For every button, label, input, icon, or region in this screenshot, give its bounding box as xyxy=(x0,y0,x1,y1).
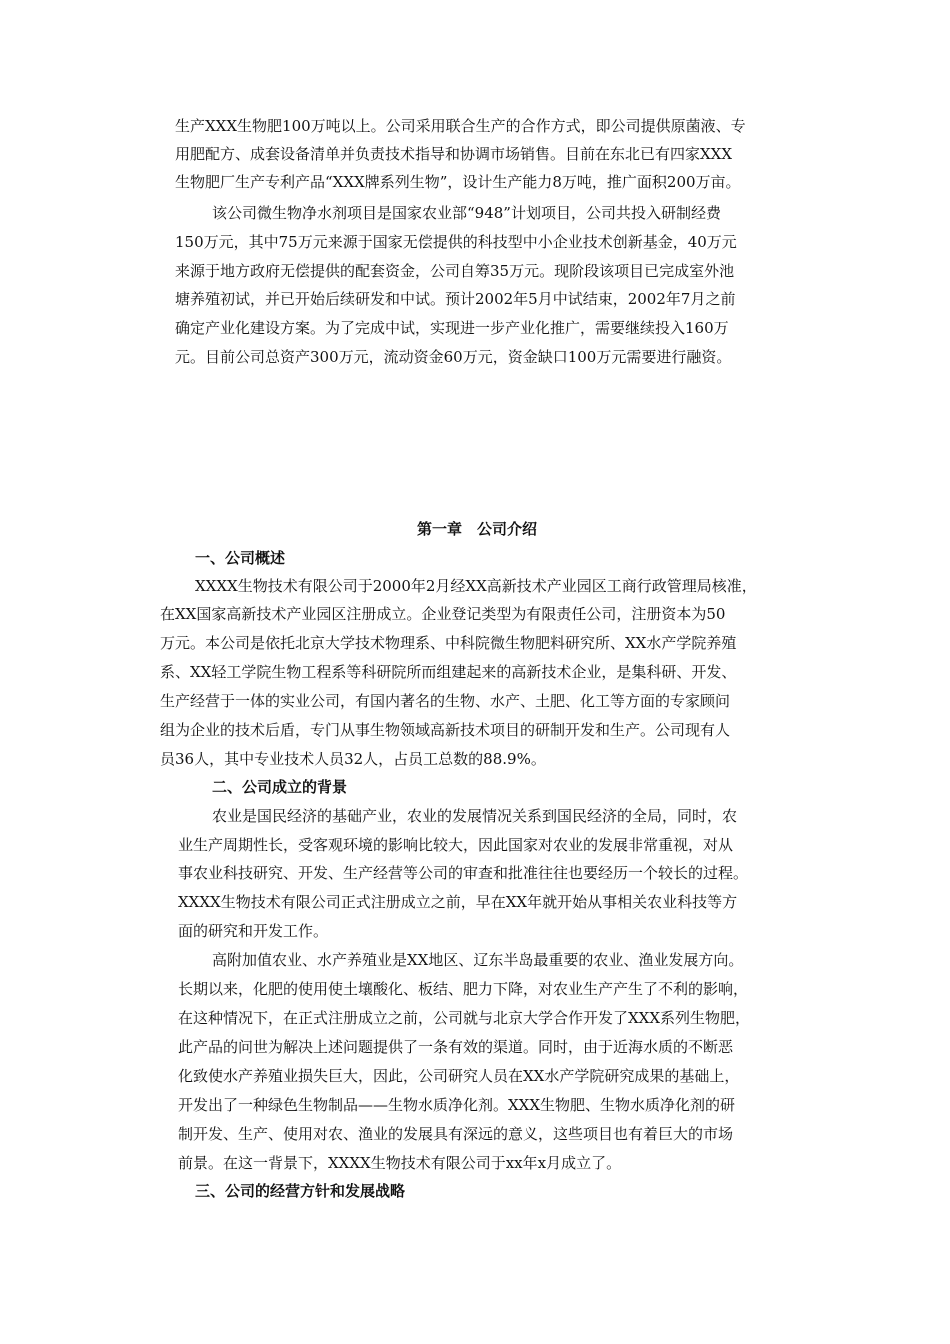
text-line: 确定产业化建设方案。为了完成中试，实现进一步产业化推广，需要继续投入160万 xyxy=(175,319,729,337)
text-line: 元。目前公司总资产300万元，流动资金60万元，资金缺口100万元需要进行融资。 xyxy=(175,348,732,366)
text-line: 开发出了一种绿色生物制品——生物水质净化剂。XXX生物肥、生物水质净化剂的研 xyxy=(178,1096,736,1114)
text-line: XXXX生物技术有限公司于2000年2月经XX高新技术产业园区工商行政管理局核准， xyxy=(195,577,757,595)
section-heading: 二、公司成立的背景 xyxy=(212,778,348,796)
text-line: 生产经营于一体的实业公司，有国内著名的生物、水产、土肥、化工等方面的专家顾问 xyxy=(160,692,731,710)
text-line: 事农业科技研究、开发、生产经营等公司的审查和批准往往也要经历一个较长的过程。 xyxy=(178,864,749,882)
text-line: 高附加值农业、水产养殖业是XX地区、辽东半岛最重要的农业、渔业发展方向。 xyxy=(212,951,744,969)
text-line: 生物肥厂生产专利产品“XXX牌系列生物”，设计生产能力8万吨，推广面积200万亩。 xyxy=(175,173,741,191)
text-line: 业生产周期性长，受客观环境的影响比较大，因此国家对农业的发展非常重视，对从 xyxy=(178,836,734,854)
section-heading: 三、公司的经营方针和发展战略 xyxy=(195,1182,406,1200)
text-line: 员36人，其中专业技术人员32人，占员工总数的88.9%。 xyxy=(160,750,546,768)
text-line: 长期以来，化肥的使用使土壤酸化、板结、肥力下降，对农业生产产生了不利的影响， xyxy=(178,980,749,998)
text-line: 万元。本公司是依托北京大学技术物理系、中科院微生物肥料研究所、XX水产学院养殖 xyxy=(160,634,737,652)
text-line: 在这种情况下，在正式注册成立之前，公司就与北京大学合作开发了XXX系列生物肥， xyxy=(178,1009,751,1027)
text-line: 前景。在这一背景下，XXXX生物技术有限公司于xx年x月成立了。 xyxy=(178,1154,622,1172)
chapter-title: 第一章 公司介绍 xyxy=(417,520,538,538)
text-line: 生产XXX生物肥100万吨以上。公司采用联合生产的合作方式，即公司提供原菌液、专 xyxy=(175,117,746,135)
section-heading: 一、公司概述 xyxy=(195,549,286,567)
text-line: 化致使水产养殖业损失巨大，因此，公司研究人员在XX水产学院研究成果的基础上， xyxy=(178,1067,740,1085)
text-line: 系、XX轻工学院生物工程系等科研院所而组建起来的高新技术企业，是集科研、开发、 xyxy=(160,663,737,681)
text-line: XXXX生物技术有限公司正式注册成立之前，早在XX年就开始从事相关农业科技等方 xyxy=(178,893,738,911)
text-line: 该公司微生物净水剂项目是国家农业部“948”计划项目，公司共投入研制经费 xyxy=(212,204,721,222)
text-line: 此产品的问世为解决上述问题提供了一条有效的渠道。同时，由于近海水质的不断恶 xyxy=(178,1038,734,1056)
text-line: 150万元，其中75万元来源于国家无偿提供的科技型中小企业技术创新基金，40万元 xyxy=(175,233,737,251)
text-line: 农业是国民经济的基础产业，农业的发展情况关系到国民经济的全局，同时，农 xyxy=(212,807,738,825)
text-line: 组为企业的技术后盾，专门从事生物领域高新技术项目的研制开发和生产。公司现有人 xyxy=(160,721,731,739)
text-line: 用肥配方、成套设备清单并负责技术指导和协调市场销售。目前在东北已有四家XXX xyxy=(175,145,733,163)
text-line: 塘养殖初试，并已开始后续研发和中试。预计2002年5月中试结束，2002年7月之前 xyxy=(175,290,736,308)
text-line: 在XX国家高新技术产业园区注册成立。企业登记类型为有限责任公司，注册资本为50 xyxy=(160,605,726,623)
text-line: 制开发、生产、使用对农、渔业的发展具有深远的意义，这些项目也有着巨大的市场 xyxy=(178,1125,734,1143)
text-line: 面的研究和开发工作。 xyxy=(178,922,329,940)
text-line: 来源于地方政府无偿提供的配套资金，公司自筹35万元。现阶段该项目已完成室外池 xyxy=(175,262,735,280)
